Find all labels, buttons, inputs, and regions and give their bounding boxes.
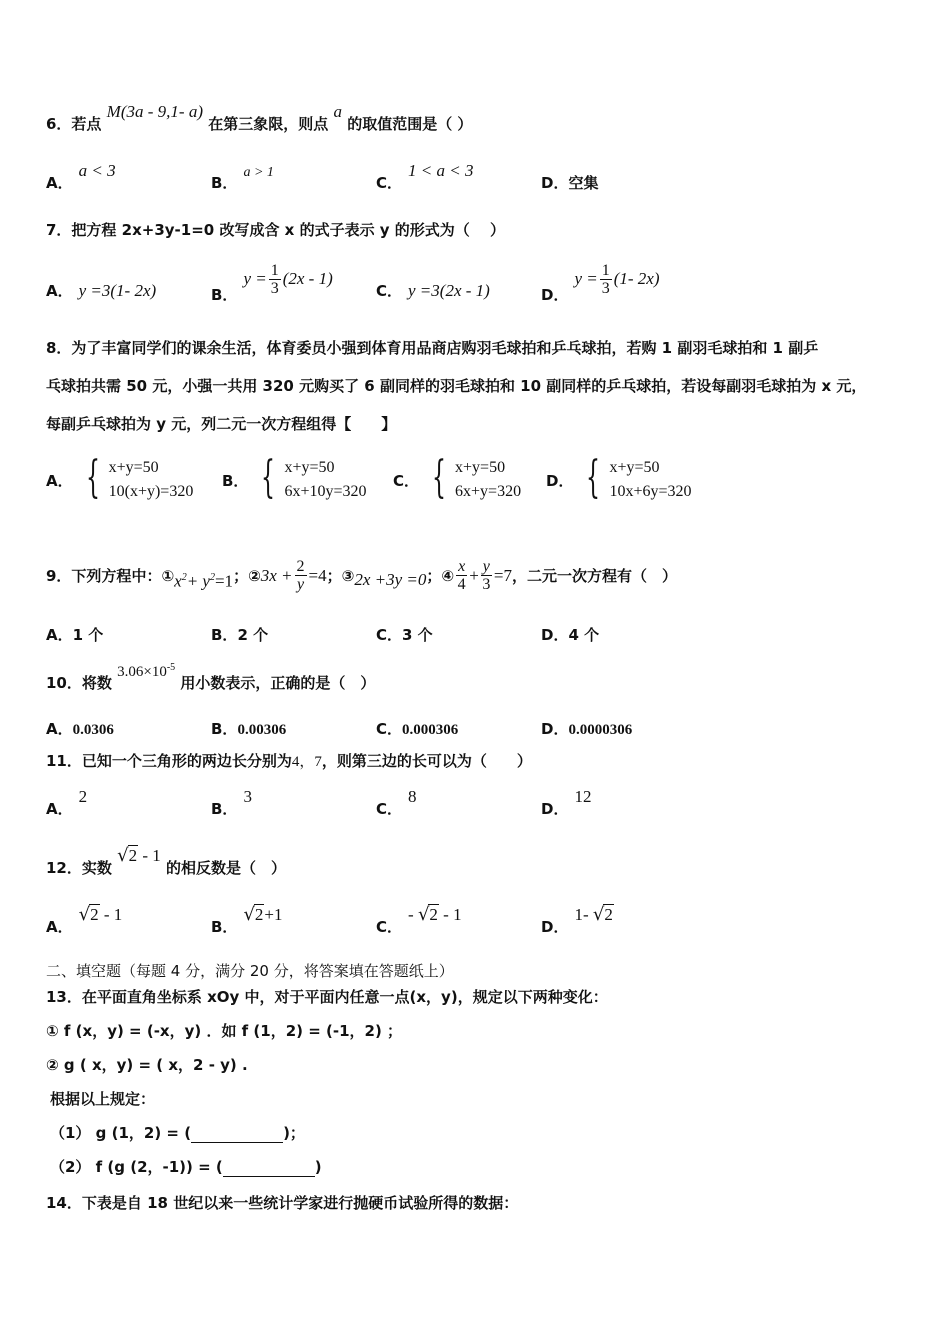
q8-line-1: 8．为了丰富同学们的课余生活，体育委员小强到体育用品商店购羽毛球拍和乒乓球拍，若购 1 副羽毛球拍和 1 副乒 <box>46 339 819 357</box>
q8-option-a[interactable] <box>46 452 194 504</box>
q11-suffix: ，则第三边的长可以为（ ） <box>321 752 532 770</box>
option-text: 0.0000306 <box>568 722 633 738</box>
option-label: C． <box>376 626 403 644</box>
option-label: B． <box>211 174 238 192</box>
option-label: C． <box>376 918 403 936</box>
q11-option-d[interactable] <box>541 787 592 819</box>
question-9 <box>46 553 677 599</box>
fraction-numerator: 1 <box>601 262 610 279</box>
q9-eq3: 2x +3y =0 <box>354 569 427 589</box>
sqrt-icon: √ <box>117 845 129 866</box>
brace-icon: { <box>432 452 447 503</box>
option-label: C． <box>376 800 403 818</box>
option-label: D． <box>541 174 569 192</box>
option-label: C． <box>376 720 403 738</box>
option-label: D． <box>541 626 569 644</box>
q13-sub1-suffix: )； <box>283 1124 305 1142</box>
option-label: B． <box>211 800 238 818</box>
q13-sub1-prefix: （1） g (1，2) = ( <box>50 1124 192 1142</box>
q13-line-1: 13．在平面直角坐标系 xOy 中，对于平面内任意一点(x，y)，规定以下两种变化： <box>46 988 608 1006</box>
question-11 <box>46 751 532 772</box>
radicand: 2 <box>429 905 438 924</box>
q10-suffix: 用小数表示，正确的是（ ） <box>180 674 376 692</box>
q9-eq2-lhs: 3x + <box>260 565 293 585</box>
option-math: 8 <box>408 787 417 806</box>
fraction-numerator: y <box>482 558 490 576</box>
sqrt-icon: √ <box>417 904 430 925</box>
q10-exponent: -5 <box>166 662 176 673</box>
option-text: 4 个 <box>568 626 600 644</box>
option-post: - 1 <box>443 905 462 924</box>
q9-eq1-rhs: =1 <box>214 571 234 591</box>
option-math: 2 <box>78 787 88 806</box>
q13-sub-1 <box>50 1123 305 1143</box>
option-label: A． <box>46 174 73 192</box>
q12-prefix: 12．实数 <box>46 859 112 877</box>
option-text: 空集 <box>568 174 599 192</box>
q9-sep-3: ；③ <box>326 566 355 585</box>
q12-option-a[interactable] <box>46 904 123 937</box>
radicand: 2 <box>254 905 264 924</box>
option-label: A． <box>46 471 73 490</box>
option-text: 2 个 <box>237 626 269 644</box>
system-equation-2: 10x+6y=320 <box>609 483 692 500</box>
fraction-denominator: 3 <box>601 280 610 297</box>
option-rhs: (1- 2x) <box>613 269 660 288</box>
fraction-denominator: 4 <box>457 576 466 594</box>
q9-prefix: 9．下列方程中：① <box>46 566 175 585</box>
system-equation-1: x+y=50 <box>284 459 335 476</box>
option-label: D． <box>541 720 569 738</box>
q6-option-c[interactable] <box>376 161 474 193</box>
option-text: 3 个 <box>402 626 433 644</box>
option-label: B． <box>211 286 238 304</box>
q9-eq4-rhs: =7 <box>493 565 512 585</box>
option-post: +1 <box>264 905 283 924</box>
q13-sub-2 <box>50 1157 322 1177</box>
sqrt-icon: √ <box>78 904 91 925</box>
fraction-numerator: 1 <box>270 262 279 279</box>
q9-option-d[interactable] <box>541 624 599 645</box>
system-equation-1: x+y=50 <box>609 459 660 476</box>
answer-blank-2[interactable] <box>223 1160 315 1177</box>
q12-option-c[interactable] <box>376 904 462 937</box>
q9-option-a[interactable] <box>46 624 103 645</box>
system-equation-2: 6x+10y=320 <box>284 483 367 500</box>
q8-option-c[interactable] <box>393 452 522 504</box>
option-label: D． <box>541 286 569 304</box>
q10-option-b[interactable] <box>211 718 286 739</box>
q9-sep-4: ；④ <box>426 566 455 585</box>
q6-option-b[interactable] <box>211 165 274 193</box>
option-label: C． <box>393 471 420 490</box>
q8-line-3: 每副乒乓球拍为 y 元，列二元一次方程组得【 】 <box>46 415 397 433</box>
q13-sub2-suffix: ) <box>314 1158 322 1176</box>
q10-option-a[interactable] <box>46 718 114 739</box>
q9-eq2-rhs: =4 <box>308 565 327 585</box>
q13-line-2: ① f (x，y) = (-x，y) ．如 f (1，2) = (-1，2) ； <box>46 1022 403 1040</box>
option-math: y =3(2x - 1) <box>408 281 490 300</box>
option-label: B． <box>211 720 238 738</box>
q9-option-b[interactable] <box>211 624 268 645</box>
option-label: D． <box>541 918 569 936</box>
option-text: 1 个 <box>72 626 104 644</box>
section-2-heading: 二、填空题（每题 4 分，满分 20 分，将答案填在答题纸上） <box>46 962 454 980</box>
q10-option-c[interactable] <box>376 718 458 739</box>
option-pre: - <box>408 905 418 924</box>
question-14: 14．下表是自 18 世纪以来一些统计学家进行抛硬币试验所得的数据： <box>46 1194 519 1212</box>
option-post: - 1 <box>103 905 123 924</box>
fraction-denominator: y <box>296 576 305 594</box>
q10-base: 3.06×10 <box>117 664 167 680</box>
option-label: B． <box>222 471 249 490</box>
q6-prefix: 6．若点 <box>46 115 102 133</box>
q11-prefix: 11．已知一个三角形的两边长分别为 <box>46 752 292 770</box>
q9-eq1-x: x <box>174 571 182 591</box>
option-label: D． <box>546 471 574 490</box>
q9-eq1-exp2: 2 <box>209 572 215 583</box>
system-equation-2: 6x+y=320 <box>455 483 522 500</box>
q9-eq4-plus: + <box>469 565 479 585</box>
option-label: B． <box>211 626 238 644</box>
q10-prefix: 10．将数 <box>46 674 112 692</box>
question-12 <box>46 845 287 878</box>
q7-option-d[interactable] <box>541 262 660 304</box>
option-lhs: y = <box>243 269 267 288</box>
q13-line-3: ② g ( x，y) = ( x，2 - y) . <box>46 1056 248 1074</box>
q9-eq1-exp: 2 <box>181 572 187 583</box>
fraction-numerator: x <box>458 558 466 576</box>
q8-line-2: 乓球拍共需 50 元，小强一共用 320 元购买了 6 副同样的羽毛球拍和 10 副同样的乒乓球拍，若设每副羽毛球拍为 x 元， <box>46 377 867 395</box>
system-equation-1: x+y=50 <box>108 459 159 476</box>
q12-option-d[interactable] <box>541 904 614 937</box>
q9-eq1-y: + y <box>186 571 210 591</box>
option-text: 0.0306 <box>72 722 114 738</box>
fraction-numerator: 2 <box>296 558 305 576</box>
fraction-denominator: 3 <box>270 280 279 297</box>
option-label: B． <box>211 918 238 936</box>
option-label: A． <box>46 282 73 300</box>
option-math: 1 < a < 3 <box>408 161 474 180</box>
question-10 <box>46 662 376 694</box>
option-rhs: (2x - 1) <box>282 269 333 288</box>
option-math: 3 <box>243 787 252 806</box>
q6-point-expression: M(3a - 9,1- a) <box>106 102 203 121</box>
option-label: A． <box>46 720 73 738</box>
q6-middle-text: 在第三象限，则点 <box>208 115 329 133</box>
option-text: 0.000306 <box>402 722 459 738</box>
q7-option-c[interactable] <box>376 280 490 301</box>
q6-variable: a <box>333 102 342 121</box>
sqrt-icon: √ <box>592 904 605 925</box>
question-7: 7．把方程 2x+3y-1=0 改写成含 x 的式子表示 y 的形式为（ ） <box>46 221 506 239</box>
option-label: A． <box>46 626 73 644</box>
q13-line-4: 根据以上规定： <box>50 1090 156 1108</box>
brace-icon: { <box>85 452 100 503</box>
q6-option-d[interactable] <box>541 172 598 193</box>
radicand: 2 <box>128 846 138 865</box>
option-label: A． <box>46 800 73 818</box>
option-math: a > 1 <box>243 165 274 180</box>
q6-option-a[interactable] <box>46 161 116 193</box>
brace-icon: { <box>586 452 601 503</box>
option-math: 12 <box>574 787 592 806</box>
option-math: a < 3 <box>78 161 116 180</box>
q10-option-d[interactable] <box>541 718 632 739</box>
q12-suffix: 的相反数是（ ） <box>166 859 287 877</box>
q11-option-a[interactable] <box>46 787 88 819</box>
option-pre: 1- <box>574 905 593 924</box>
option-lhs: y = <box>574 269 598 288</box>
q8-option-b[interactable] <box>222 452 367 504</box>
radicand: 2 <box>604 905 613 924</box>
fraction-denominator: 3 <box>482 576 491 594</box>
option-label: A． <box>46 918 73 936</box>
system-equation-1: x+y=50 <box>455 459 506 476</box>
q13-sub2-prefix: （2） f (g (2，-1)) = ( <box>50 1158 223 1176</box>
q9-suffix: ，二元一次方程有（ ） <box>512 566 678 585</box>
sqrt-icon: √ <box>243 904 255 925</box>
q9-sep-2: ；② <box>233 566 261 585</box>
q11-option-c[interactable] <box>376 787 417 819</box>
option-label: C． <box>376 282 403 300</box>
q11-sides: 4，7 <box>291 754 322 770</box>
brace-icon: { <box>261 452 276 503</box>
q7-option-b[interactable] <box>211 262 333 304</box>
q11-option-b[interactable] <box>211 787 252 819</box>
q9-option-c[interactable] <box>376 624 433 645</box>
question-6 <box>46 102 473 134</box>
option-label: D． <box>541 800 569 818</box>
option-label: C． <box>376 174 403 192</box>
q12-rest: - 1 <box>142 846 161 865</box>
q6-suffix: 的取值范围是（ ） <box>347 115 473 133</box>
option-text: 0.00306 <box>237 722 287 738</box>
option-math: y =3(1- 2x) <box>78 281 157 300</box>
q7-option-a[interactable] <box>46 280 156 301</box>
q12-option-b[interactable] <box>211 904 283 937</box>
q8-option-d[interactable] <box>546 452 692 504</box>
system-equation-2: 10(x+y)=320 <box>108 483 194 500</box>
answer-blank-1[interactable] <box>191 1126 283 1143</box>
radicand: 2 <box>90 905 99 924</box>
